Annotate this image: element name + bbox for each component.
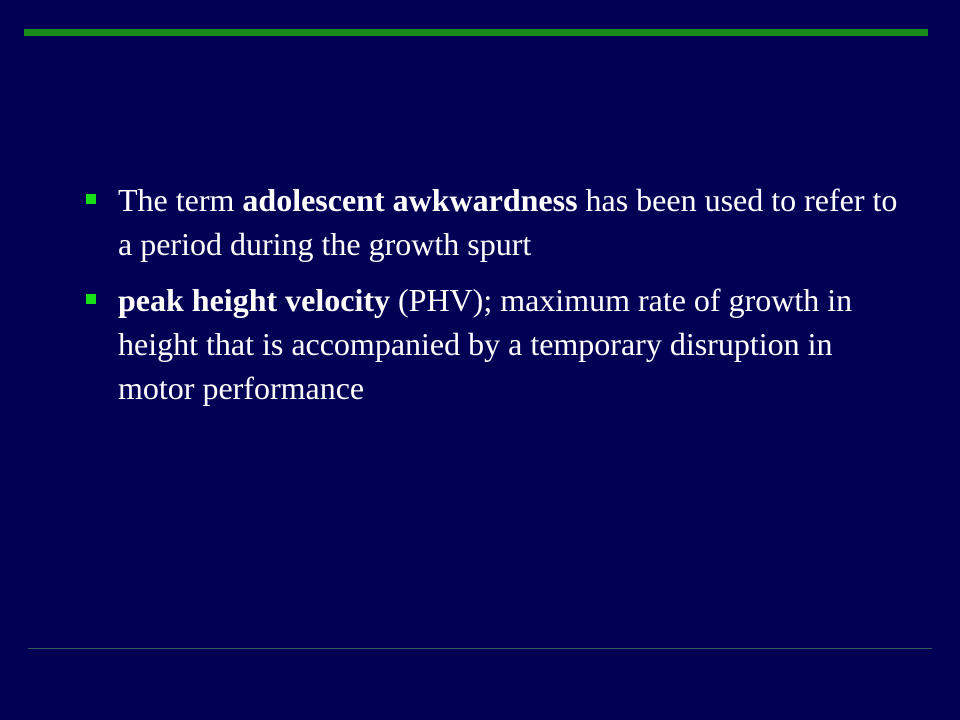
square-bullet-icon [86, 294, 96, 304]
top-accent-rule [24, 29, 928, 36]
bullet-item-adolescent-awkwardness [86, 178, 906, 266]
bottom-divider-rule [28, 648, 932, 649]
bullet-text-intro: The term [118, 182, 243, 218]
bullet-term: peak height velocity [118, 282, 390, 318]
bullet-text-rest: has been used to refer to a period during the growth spurt [118, 182, 898, 262]
bullet-item-peak-height-velocity [86, 278, 906, 410]
bullet-text-rest: (PHV); maximum rate of growth in height that is accompanied by a temporary disruption in motor performance [118, 282, 853, 406]
bullet-term: adolescent awkwardness [242, 182, 578, 218]
bullet-list [86, 178, 906, 422]
square-bullet-icon [86, 194, 96, 204]
